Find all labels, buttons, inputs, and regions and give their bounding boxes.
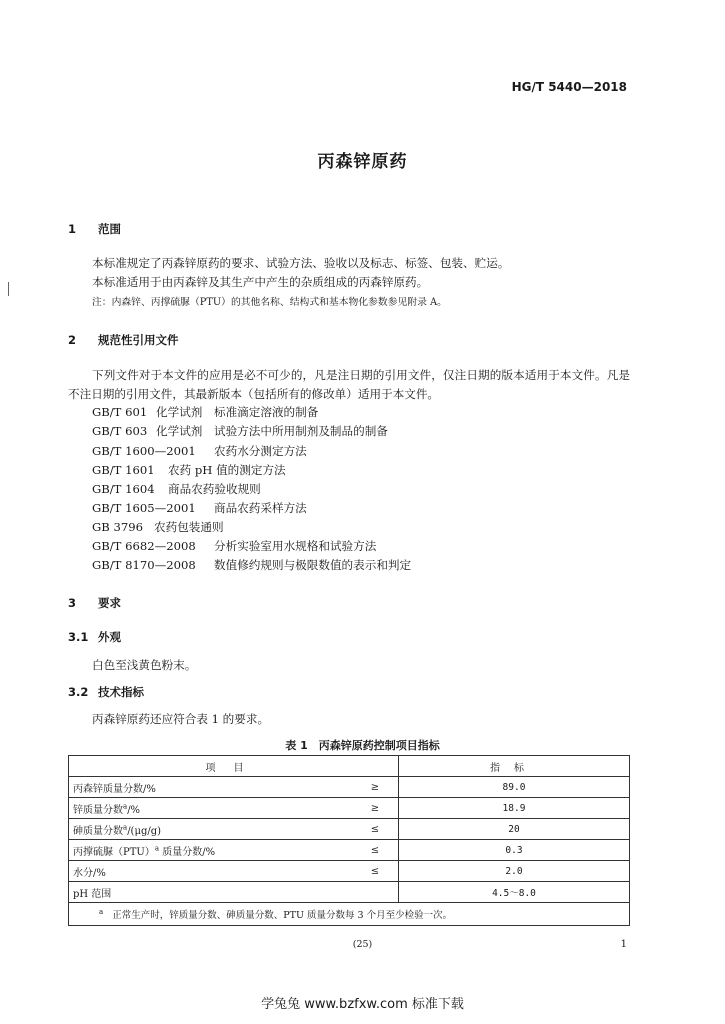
reference-name: 化学试剂 标准滴定溶液的制备 <box>156 405 319 419</box>
table-footnote: $^a$ 正常生产时，锌质量分数、砷质量分数、PTU 质量分数每 3 个月至少检验一次。 <box>69 903 630 926</box>
footnote-sup: a <box>154 844 160 853</box>
row-value: 18.9 <box>399 798 630 819</box>
site-footer: 学兔兔 www.bzfxw.com 标准下载 <box>261 997 464 1012</box>
section-title: 要求 <box>98 596 121 610</box>
scope-paragraph-1: 本标准规定了丙森锌原药的要求、试验方法、验收以及标志、标签、包装、贮运。 <box>92 256 510 270</box>
reference-name: 分析实验室用水规格和试验方法 <box>214 539 377 553</box>
row-item: 水分/% <box>69 861 353 882</box>
section-title: 规范性引用文件 <box>98 333 179 347</box>
reference-item <box>92 462 286 478</box>
row-item: 丙森锌质量分数/% <box>69 777 353 798</box>
table-header-row <box>69 756 630 777</box>
footnote-sup: a <box>123 823 128 832</box>
appearance-text: 白色至浅黄色粉末。 <box>92 658 197 672</box>
table-row <box>69 819 630 840</box>
section-number: 2 <box>68 333 77 347</box>
reference-code: GB/T 603 <box>92 424 148 438</box>
reference-item <box>92 404 318 420</box>
section-number: 3.1 <box>68 630 89 644</box>
reference-item <box>92 500 307 516</box>
row-item: 砷质量分数$^a$/(μg/g) <box>69 819 353 840</box>
references-intro: 下列文件对于本文件的应用是必不可少的，凡是注日期的引用文件，仅注日期的版本适用于本文件。凡是不注日期的引用文件，其最新版本（包括所有的修改单）适用于本文件。 <box>68 368 630 401</box>
row-value: 0.3 <box>399 840 630 861</box>
header-value: 指标 <box>399 756 630 777</box>
row-value: 89.0 <box>399 777 630 798</box>
table-row <box>69 882 630 903</box>
reference-name: 化学试剂 试验方法中所用制剂及制品的制备 <box>156 424 388 438</box>
document-title: 丙森锌原药 <box>317 152 408 172</box>
reference-name: 数值修约规则与极限数值的表示和判定 <box>214 558 412 572</box>
reference-name: 农药水分测定方法 <box>214 444 307 458</box>
row-value: 2.0 <box>399 861 630 882</box>
section-title: 外观 <box>98 630 121 644</box>
spec-table <box>68 755 630 926</box>
reference-item <box>92 557 411 573</box>
header-item: 项目 <box>69 756 399 777</box>
row-item: 丙撑硫脲（PTU）$^a$ 质量分数/% <box>69 840 353 861</box>
reference-code: GB/T 1604 <box>92 482 155 496</box>
reference-name: 商品农药验收规则 <box>168 482 261 496</box>
row-operator: ≥ <box>352 798 399 819</box>
section-title: 技术指标 <box>98 685 144 699</box>
table-row <box>69 840 630 861</box>
reference-code: GB/T 8170—2008 <box>92 558 196 572</box>
footnote-sup: a <box>123 802 128 811</box>
reference-code: GB 3796 <box>92 520 143 534</box>
reference-code: GB/T 1605—2001 <box>92 501 196 515</box>
table-row <box>69 861 630 882</box>
reference-name: 农药 pH 值的测定方法 <box>168 463 286 477</box>
section-title: 范围 <box>98 222 121 236</box>
reference-name: 商品农药采样方法 <box>214 501 307 515</box>
scope-note: 注：内森锌、丙撑硫脲（PTU）的其他名称、结构式和基本物化参数参见附录 A。 <box>92 297 447 308</box>
standard-code-header: HG/T 5440—2018 <box>511 80 627 94</box>
section-2-heading <box>68 332 179 348</box>
row-operator: ≤ <box>352 861 399 882</box>
table-row <box>69 798 630 819</box>
reference-item <box>92 481 261 497</box>
row-item: 锌质量分数$^a$/% <box>69 798 353 819</box>
row-operator: ≤ <box>352 819 399 840</box>
reference-name: 农药包装通则 <box>154 520 224 534</box>
row-operator: ≥ <box>352 777 399 798</box>
page-number-center: (25) <box>352 939 373 950</box>
reference-code: GB/T 6682—2008 <box>92 539 196 553</box>
reference-code: GB/T 1600—2001 <box>92 444 196 458</box>
reference-code: GB/T 1601 <box>92 463 155 477</box>
reference-item <box>92 519 224 535</box>
table-row <box>69 777 630 798</box>
row-operator <box>352 882 399 903</box>
section-3-1-heading <box>68 629 121 645</box>
margin-mark <box>8 282 9 296</box>
table-caption: 表 1 丙森锌原药控制项目指标 <box>285 739 440 752</box>
reference-item <box>92 538 376 554</box>
page-number-right: 1 <box>620 939 627 950</box>
section-3-heading <box>68 595 121 611</box>
section-1-heading <box>68 221 121 237</box>
row-value: 20 <box>399 819 630 840</box>
tech-intro: 丙森锌原药还应符合表 1 的要求。 <box>92 712 270 726</box>
section-3-2-heading <box>68 684 144 700</box>
reference-item <box>92 443 307 459</box>
table-footnote-row <box>69 903 630 926</box>
section-number: 1 <box>68 222 77 236</box>
scope-paragraph-2: 本标准适用于由丙森锌及其生产中产生的杂质组成的丙森锌原药。 <box>92 275 429 289</box>
row-item: pH 范围 <box>69 882 353 903</box>
section-number: 3.2 <box>68 685 89 699</box>
row-operator: ≤ <box>352 840 399 861</box>
reference-item <box>92 423 388 439</box>
footnote-mark: a <box>99 907 104 916</box>
row-value: 4.5～8.0 <box>399 882 630 903</box>
reference-code: GB/T 601 <box>92 405 148 419</box>
section-number: 3 <box>68 596 77 610</box>
